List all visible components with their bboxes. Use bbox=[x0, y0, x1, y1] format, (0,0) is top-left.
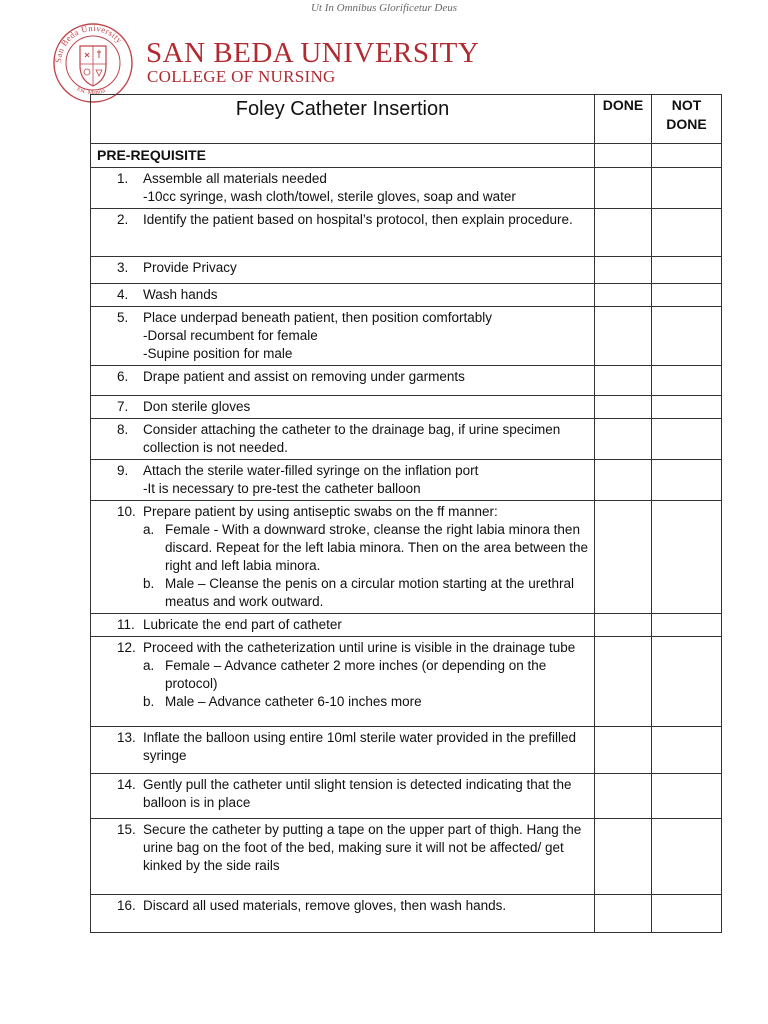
done-cell[interactable] bbox=[595, 460, 652, 501]
checklist-table bbox=[90, 94, 722, 933]
done-cell[interactable] bbox=[595, 209, 652, 257]
not-done-cell[interactable] bbox=[652, 366, 722, 396]
done-cell[interactable] bbox=[595, 774, 652, 819]
done-cell[interactable] bbox=[595, 284, 652, 307]
step-15: 15. Secure the catheter by putting a tape on the upper part of thigh. Hang the urine bag on the foot of the bed, making sure it will not be affected/ get kinked by the side rails bbox=[91, 819, 595, 895]
done-cell[interactable] bbox=[595, 614, 652, 637]
not-done-cell[interactable] bbox=[652, 284, 722, 307]
step-6: 6. Drape patient and assist on removing under garments bbox=[91, 366, 595, 396]
not-done-cell[interactable] bbox=[652, 501, 722, 614]
not-done-cell[interactable] bbox=[652, 614, 722, 637]
step-2: 2. Identify the patient based on hospital’s protocol, then explain procedure. bbox=[91, 209, 595, 257]
done-cell[interactable] bbox=[595, 419, 652, 460]
done-cell[interactable] bbox=[595, 637, 652, 727]
not-done-cell[interactable] bbox=[652, 637, 722, 727]
college-name: COLLEGE OF NURSING bbox=[147, 67, 336, 86]
not-done-column-header: NOT DONE bbox=[652, 95, 722, 144]
not-done-cell[interactable] bbox=[652, 895, 722, 933]
done-cell[interactable] bbox=[595, 144, 652, 168]
not-done-cell[interactable] bbox=[652, 460, 722, 501]
done-cell[interactable] bbox=[595, 168, 652, 209]
not-done-cell[interactable] bbox=[652, 419, 722, 460]
done-cell[interactable] bbox=[595, 895, 652, 933]
step-8: 8. Consider attaching the catheter to the drainage bag, if urine specimen collection is not needed. bbox=[91, 419, 595, 460]
step-12: 12. Proceed with the catheterization until urine is visible in the drainage tube a. Female – Advance catheter 2 more inches (or depending on the protocol) b. Male – Advance catheter 6-10 inches more bbox=[91, 637, 595, 727]
step-1: 1. Assemble all materials needed -10cc syringe, wash cloth/towel, sterile gloves, soap and water bbox=[91, 168, 595, 209]
done-column-header: DONE bbox=[595, 95, 652, 144]
done-cell[interactable] bbox=[595, 727, 652, 774]
step-13: 13. Inflate the balloon using entire 10ml sterile water provided in the prefilled syringe bbox=[91, 727, 595, 774]
not-done-cell[interactable] bbox=[652, 727, 722, 774]
not-done-cell[interactable] bbox=[652, 396, 722, 419]
not-done-cell[interactable] bbox=[652, 209, 722, 257]
svg-text:Est. Manila: Est. Manila bbox=[75, 85, 107, 97]
not-done-cell[interactable] bbox=[652, 257, 722, 284]
step-3: 3. Provide Privacy bbox=[91, 257, 595, 284]
motto: Ut In Omnibus Glorificetur Deus bbox=[310, 2, 458, 14]
step-7: 7. Don sterile gloves bbox=[91, 396, 595, 419]
university-name: SAN BEDA UNIVERSITY bbox=[146, 37, 480, 69]
not-done-cell[interactable] bbox=[652, 144, 722, 168]
step-9: 9. Attach the sterile water-filled syringe on the inflation port -It is necessary to pre-test the catheter balloon bbox=[91, 460, 595, 501]
svg-text:San Beda University: San Beda University bbox=[52, 22, 125, 64]
step-10: 10. Prepare patient by using antiseptic swabs on the ff manner: a. Female - With a downward stroke, cleanse the right labia minora then discard. Repeat for the left labia minora. Then on the area between the right and left labia minora. b. Male – Cleanse the penis on a circular motion starting at the urethral meatus and work outward. bbox=[91, 501, 595, 614]
step-14: 14. Gently pull the catheter until slight tension is detected indicating that the balloon is in place bbox=[91, 774, 595, 819]
done-cell[interactable] bbox=[595, 307, 652, 366]
done-cell[interactable] bbox=[595, 819, 652, 895]
not-done-cell[interactable] bbox=[652, 774, 722, 819]
step-11: 11. Lubricate the end part of catheter bbox=[91, 614, 595, 637]
done-cell[interactable] bbox=[595, 366, 652, 396]
step-4: 4. Wash hands bbox=[91, 284, 595, 307]
section-heading: PRE-REQUISITE bbox=[91, 144, 595, 168]
done-cell[interactable] bbox=[595, 501, 652, 614]
step-16: 16. Discard all used materials, remove gloves, then wash hands. bbox=[91, 895, 595, 933]
step-5: 5. Place underpad beneath patient, then position comfortably -Dorsal recumbent for female -Supine position for male bbox=[91, 307, 595, 366]
checklist-title: Foley Catheter Insertion bbox=[91, 95, 595, 144]
not-done-cell[interactable] bbox=[652, 819, 722, 895]
not-done-cell[interactable] bbox=[652, 307, 722, 366]
done-cell[interactable] bbox=[595, 257, 652, 284]
done-cell[interactable] bbox=[595, 396, 652, 419]
not-done-cell[interactable] bbox=[652, 168, 722, 209]
